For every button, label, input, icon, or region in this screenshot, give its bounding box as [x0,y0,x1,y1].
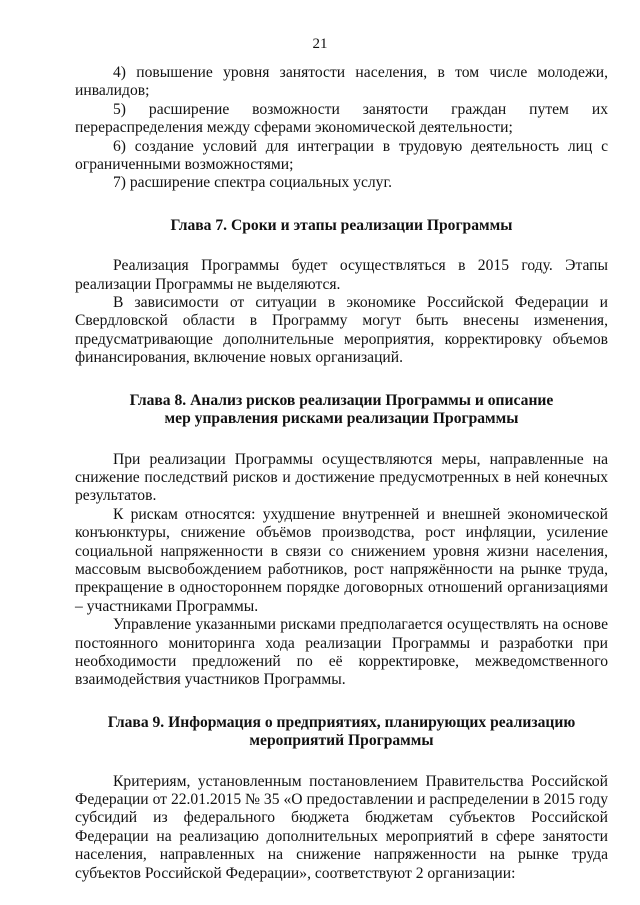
chapter-8-heading-line: мер управления рисками реализации Программы [164,410,519,428]
goals-list [75,64,608,193]
chapter-8-paragraph: При реализации Программы осуществляются меры, направленные на снижение последствий рисков и достижение предусмотренных в ней конечных результатов. [75,450,608,505]
chapter-9-heading [75,714,608,751]
page-number: 21 [312,36,328,52]
chapter-7-heading: Глава 7. Сроки и этапы реализации Программы [170,216,513,234]
list-item: 7) расширение спектра социальных услуг. [113,174,392,192]
chapter-9-paragraph: Критериям, установленным постановлением Правительства Российской Федерации от 22.01.2015 № 35 «О предоставлении и распределении в 2015 году субсидий из федерального бюджета бюджетам субъектов Российской Федерации на реализацию дополнительных мероприятий в сфере занятости населения, направленных на снижение напряженности на рынке труда субъектов Российской Федерации», соответствуют 2 организации: [75,772,608,882]
list-item: 4) повышение уровня занятости населения, в том числе молодежи, инвалидов; [75,64,608,100]
chapter-9-heading-line: мероприятий Программы [249,732,434,750]
chapter-8-heading-line: Глава 8. Анализ рисков реализации Программы и описание [129,391,554,409]
chapter-8-paragraph: К рискам относятся: ухудшение внутренней и внешней экономической конъюнктуры, снижение объёмов производства, рост инфляции, усиление социальной напряженности в связи со снижением уровня жизни населения, массовым высвобождением работников, рост напряжённости на рынке труда, прекращение в одностороннем порядке договорных отношений организациями – участниками Программы. [75,505,608,615]
list-item: 5) расширение возможности занятости граждан путем их перераспределения между сферами экономической деятельности; [75,100,608,137]
chapter-8-paragraph: Управление указанными рисками предполагается осуществлять на основе постоянного мониторинга хода реализации Программы и разработки при необходимости предложений по её корректировке, межведомственного взаимодействия участников Программы. [75,616,608,689]
chapter-7-paragraph: В зависимости от ситуации в экономике Российской Федерации и Свердловской области в Программу могут быть внесены изменения, предусматривающие дополнительные мероприятия, корректировку объемов финансирования, включение новых организаций. [75,294,608,367]
chapter-8-heading [75,392,608,429]
chapter-9-heading-line: Глава 9. Информация о предприятиях, планирующих реализацию [107,713,576,731]
chapter-7-paragraph: Реализация Программы будет осуществляться в 2015 году. Этапы реализации Программы не выделяются. [75,257,608,293]
page-content [75,64,608,883]
list-item: 6) создание условий для интеграции в трудовую деятельность лиц с ограниченными возможностями; [75,137,608,174]
